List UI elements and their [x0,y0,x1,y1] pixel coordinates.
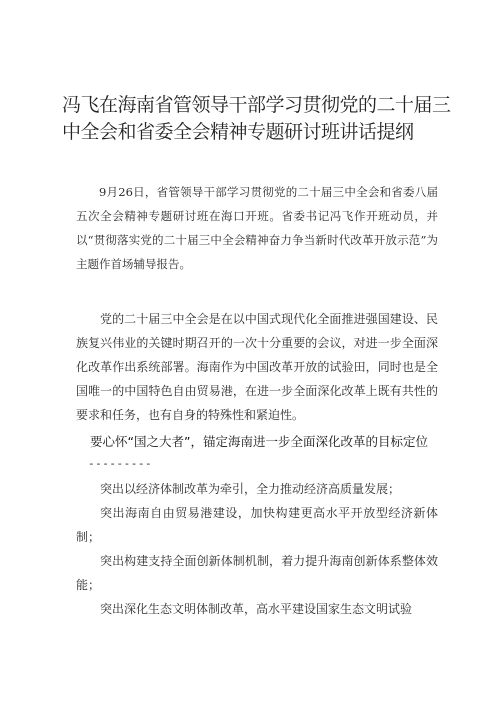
point-list [76,477,438,621]
separator-line: --------- [88,457,153,470]
intro-paragraph: 9月26日，省管领导干部学习贯彻党的二十届三中全会和省委八届五次全会精神专题研讨班在海口开班。省委书记冯飞作开班动员，并以“贯彻落实党的二十届三中全会精神奋力争当新时代改革开放示范”为主题作首场辅导报告。 [76,185,438,271]
list-item: 突出深化生态文明体制改革，高水平建设国家生态文明试验 [100,602,413,616]
list-item: 突出海南自由贸易港建设，加快构建更高水平开放型经济新体制； [76,506,438,544]
list-item: 突出构建支持全面创新体制机制，着力提升海南创新体系整体效能； [76,554,438,592]
body-paragraph: 党的二十届三中全会是在以中国式现代化全面推进强国建设、民族复兴伟业的关键时期召开的一次十分重要的会议，对进一步全面深化改革作出系统部署。海南作为中国改革开放的试验田，同时也是全国唯一的中国特色自由贸易港，在进一步全面深化改革上既有共性的要求和任务，也有自身的特殊性和紧迫性。 [76,312,438,422]
list-item: 突出以经济体制改革为牵引，全力推动经济高质量发展； [100,482,401,496]
document-title: 冯飞在海南省管领导干部学习贯彻党的二十届三中全会和省委全会精神专题研讨班讲话提纲 [62,94,451,143]
section-heading: 要心怀“国之大者”，锚定海南进一步全面深化改革的目标定位 [90,434,428,449]
